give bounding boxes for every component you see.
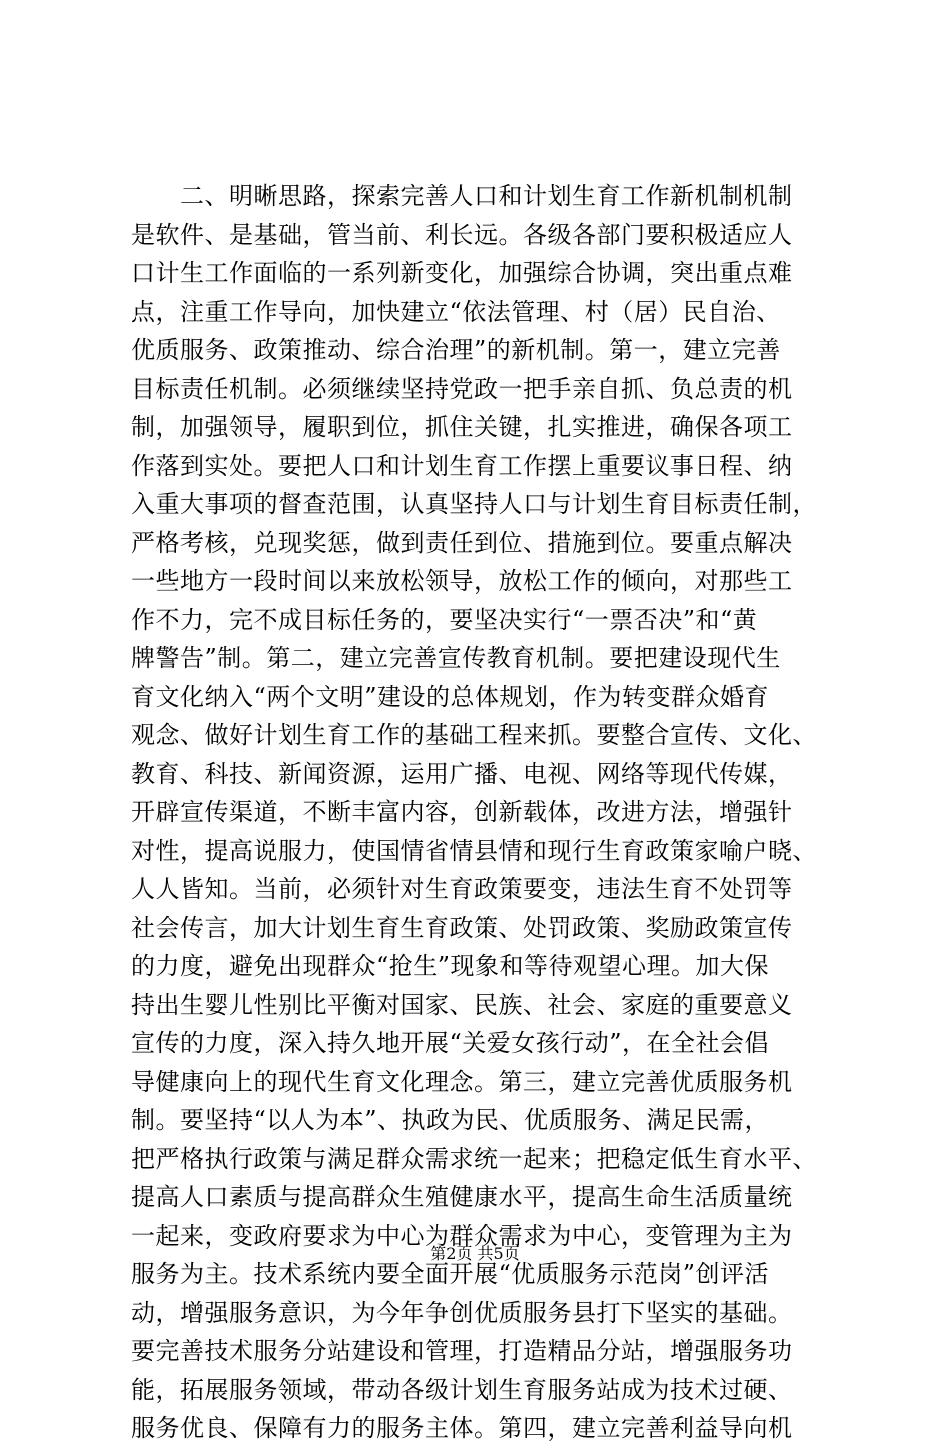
paragraph-line: 目标责任机制。必须继续坚持党政一把手亲自抓、负总责的机 bbox=[131, 374, 793, 403]
paragraph-line: 人人皆知。当前，必须针对生育政策要变，违法生育不处罚等 bbox=[131, 875, 793, 903]
paragraph-line: 一起来，变政府要求为中心为群众需求为中心，变管理为主为 bbox=[131, 1221, 793, 1250]
paragraph-line: 能，拓展服务领域，带动各级计划生育服务站成为技术过硬、 bbox=[131, 1375, 793, 1404]
paragraph-first-line: 二、明晰思路，探索完善人口和计划生育工作新机制机制 bbox=[131, 182, 793, 210]
paragraph-line: 服务优良、保障有力的服务主体。第四，建立完善利益导向机 bbox=[131, 1414, 793, 1442]
paragraph-line: 严格考核，兑现奖惩，做到责任到位、措施到位。要重点解决 bbox=[131, 528, 793, 557]
paragraph-line: 观念、做好计划生育工作的基础工程来抓。要整合宣传、文化、 bbox=[131, 721, 817, 749]
paragraph-line: 牌警告”制。第二，建立完善宣传教育机制。要把建设现代生 bbox=[131, 644, 781, 672]
paragraph-line: 社会传言，加大计划生育生育政策、处罚政策、奖励政策宣传 bbox=[131, 913, 793, 942]
paragraph-line: 入重大事项的督查范围，认真坚持人口与计划生育目标责任制， bbox=[131, 490, 817, 518]
paragraph-line: 一些地方一段时间以来放松领导，放松工作的倾向，对那些工 bbox=[131, 567, 793, 595]
paragraph-line: 动，增强服务意识，为今年争创优质服务县打下坚实的基础。 bbox=[131, 1298, 793, 1327]
paragraph-line: 作不力，完不成目标任务的，要坚决实行“一票否决”和“黄 bbox=[131, 605, 758, 634]
paragraph-line: 育文化纳入“两个文明”建设的总体规划，作为转变群众婚育 bbox=[131, 682, 770, 711]
paragraph-line: 把严格执行政策与满足群众需求统一起来；把稳定低生育水平、 bbox=[131, 1144, 817, 1173]
paragraph-line: 是软件、是基础，管当前、利长远。各级各部门要积极适应人 bbox=[131, 220, 793, 249]
paragraph-line: 开辟宣传渠道，不断丰富内容，创新载体，改进方法，增强针 bbox=[131, 798, 793, 826]
paragraph-line: 要完善技术服务分站建设和管理，打造精品分站，增强服务功 bbox=[131, 1337, 793, 1365]
paragraph-line: 宣传的力度，深入持久地开展“关爱女孩行动”，在全社会倡 bbox=[131, 1029, 770, 1057]
paragraph-line: 提高人口素质与提高群众生殖健康水平，提高生命生活质量统 bbox=[131, 1183, 793, 1211]
paragraph-line: 口计生工作面临的一系列新变化，加强综合协调，突出重点难 bbox=[131, 259, 793, 287]
paragraph-line: 教育、科技、新闻资源，运用广播、电视、网络等现代传媒， bbox=[131, 759, 793, 788]
paragraph-line: 优质服务、政策推动、综合治理”的新机制。第一，建立完善 bbox=[131, 336, 781, 364]
page-footer: 第2页 共5页 bbox=[430, 1244, 520, 1263]
paragraph-line: 制，加强领导，履职到位，抓住关键，扎实推进，确保各项工 bbox=[131, 413, 793, 441]
paragraph-line: 作落到实处。要把人口和计划生育工作摆上重要议事日程、纳 bbox=[131, 451, 793, 480]
paragraph-line: 的力度，避免出现群众“抢生”现象和等待观望心理。加大保 bbox=[131, 952, 770, 980]
paragraph-line: 服务为主。技术系统内要全面开展“优质服务示范岗”创评活 bbox=[131, 1260, 770, 1288]
paragraph-line: 制。要坚持“以人为本”、执政为民、优质服务、满足民需， bbox=[131, 1106, 770, 1134]
paragraph-line: 点，注重工作导向，加快建立“依法管理、村（居）民自治、 bbox=[131, 297, 781, 326]
paragraph-line: 对性，提高说服力，使国情省情县情和现行生育政策家喻户晓、 bbox=[131, 836, 817, 865]
paragraph-line: 持出生婴儿性别比平衡对国家、民族、社会、家庭的重要意义 bbox=[131, 990, 793, 1019]
paragraph-line: 导健康向上的现代生育文化理念。第三，建立完善优质服务机 bbox=[131, 1067, 793, 1096]
